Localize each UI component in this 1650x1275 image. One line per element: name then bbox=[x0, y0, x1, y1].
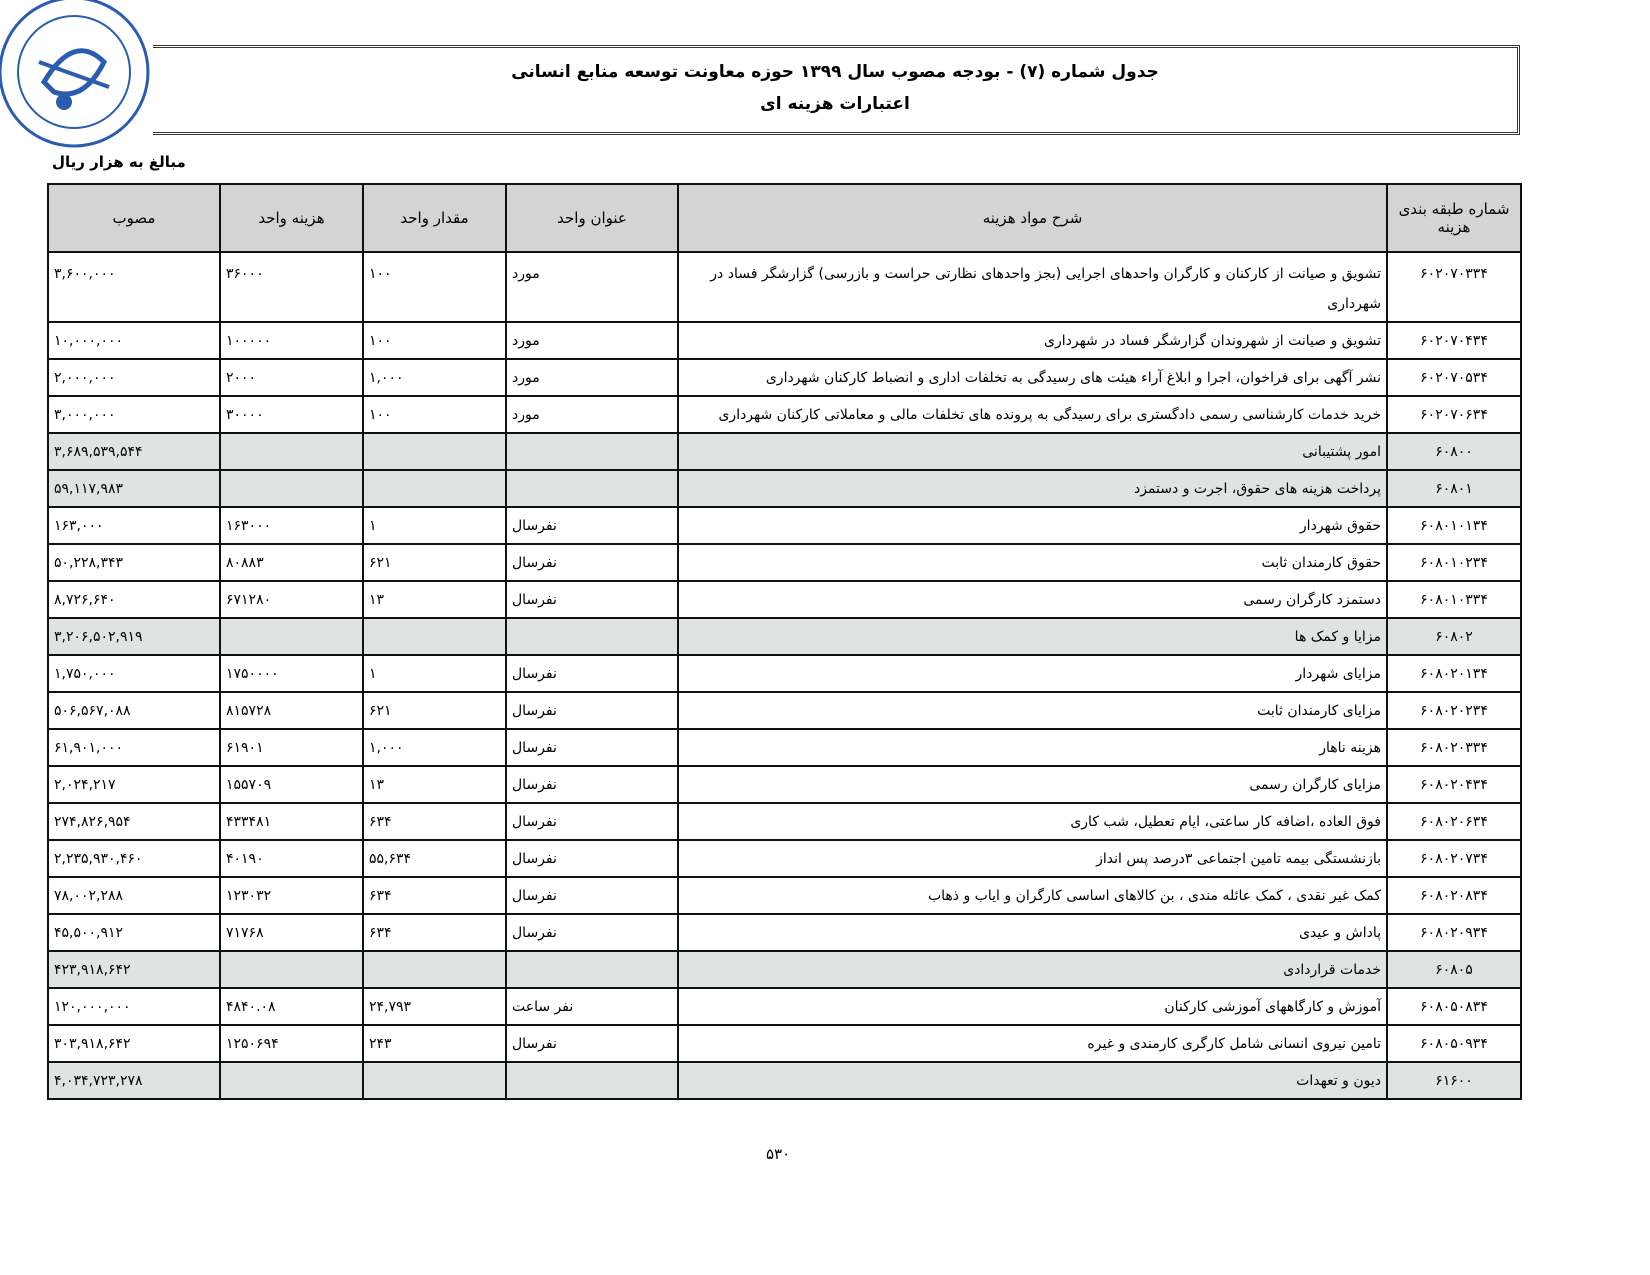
cell-desc: خرید خدمات کارشناسی رسمی دادگستری برای رسیدگی به پرونده های تخلفات مالی و معاملاتی کارکنان شهرداری bbox=[678, 396, 1387, 433]
cell-cost: ۸۱۵۷۲۸ bbox=[220, 692, 363, 729]
cell-unit: نفرسال bbox=[506, 803, 678, 840]
cell-cost: ۴۸۴۰.۰۸ bbox=[220, 988, 363, 1025]
cell-approved: ۳۰۳,۹۱۸,۶۴۲ bbox=[48, 1025, 220, 1062]
cell-approved: ۱۶۳,۰۰۰ bbox=[48, 507, 220, 544]
cell-desc: امور پشتیبانی bbox=[678, 433, 1387, 470]
cell-qty bbox=[363, 951, 506, 988]
cell-desc: مزایای کارگران رسمی bbox=[678, 766, 1387, 803]
cell-qty: ۶۳۴ bbox=[363, 803, 506, 840]
table-row bbox=[48, 359, 1521, 396]
header-cost: هزینه واحد bbox=[220, 184, 363, 252]
cell-code: ۶۰۸۰۵۰۸۳۴ bbox=[1387, 988, 1521, 1025]
cell-qty: ۱,۰۰۰ bbox=[363, 359, 506, 396]
table-header bbox=[48, 184, 1521, 252]
cell-cost: ۱۶۳۰۰۰ bbox=[220, 507, 363, 544]
cell-unit bbox=[506, 618, 678, 655]
cell-approved: ۲,۲۳۵,۹۳۰,۴۶۰ bbox=[48, 840, 220, 877]
cell-cost: ۳۰۰۰۰ bbox=[220, 396, 363, 433]
cell-code: ۶۰۸۰۱ bbox=[1387, 470, 1521, 507]
cell-desc: حقوق شهردار bbox=[678, 507, 1387, 544]
cell-approved: ۴۵,۵۰۰,۹۱۲ bbox=[48, 914, 220, 951]
cell-desc: تشویق و صیانت از کارکنان و کارگران واحدهای اجرایی (بجز واحدهای نظارتی حراست و بازرسی) گزارشگر فساد در شهرداری bbox=[678, 252, 1387, 322]
cell-code: ۶۰۸۰۲۰۳۳۴ bbox=[1387, 729, 1521, 766]
cell-cost: ۶۱۹۰۱ bbox=[220, 729, 363, 766]
table-group-row bbox=[48, 618, 1521, 655]
cell-code: ۶۰۸۰۲۰۲۳۴ bbox=[1387, 692, 1521, 729]
cell-approved: ۵۹,۱۱۷,۹۸۳ bbox=[48, 470, 220, 507]
cell-qty: ۱,۰۰۰ bbox=[363, 729, 506, 766]
cell-qty: ۶۳۴ bbox=[363, 914, 506, 951]
header-qty: مقدار واحد bbox=[363, 184, 506, 252]
cell-code: ۶۰۸۰۲۰۷۳۴ bbox=[1387, 840, 1521, 877]
cell-qty bbox=[363, 1062, 506, 1099]
cell-qty: ۱۳ bbox=[363, 581, 506, 618]
table-row bbox=[48, 507, 1521, 544]
cell-approved: ۳,۶۸۹,۵۳۹,۵۴۴ bbox=[48, 433, 220, 470]
cell-code: ۶۰۸۰۲۰۸۳۴ bbox=[1387, 877, 1521, 914]
table-row bbox=[48, 1025, 1521, 1062]
table-row bbox=[48, 581, 1521, 618]
cell-qty: ۱۰۰ bbox=[363, 252, 506, 322]
cell-approved: ۸,۷۲۶,۶۴۰ bbox=[48, 581, 220, 618]
cell-desc: نشر آگهی برای فراخوان، اجرا و ابلاغ آراء هیئت های رسیدگی به تخلفات اداری و انضباط کارکنان شهرداری bbox=[678, 359, 1387, 396]
cell-cost: ۸۰۸۸۳ bbox=[220, 544, 363, 581]
header-unit: عنوان واحد bbox=[506, 184, 678, 252]
cell-unit bbox=[506, 951, 678, 988]
cell-unit: نفرسال bbox=[506, 507, 678, 544]
cell-cost: ۷۱۷۶۸ bbox=[220, 914, 363, 951]
cell-qty: ۶۲۱ bbox=[363, 692, 506, 729]
cell-cost: ۱۲۳۰۳۲ bbox=[220, 877, 363, 914]
cell-desc: پاداش و عیدی bbox=[678, 914, 1387, 951]
cell-approved: ۵۰۶,۵۶۷,۰۸۸ bbox=[48, 692, 220, 729]
cell-code: ۶۰۸۰۰ bbox=[1387, 433, 1521, 470]
cell-qty: ۶۲۱ bbox=[363, 544, 506, 581]
council-seal-stamp bbox=[0, 0, 154, 152]
page-number: ۵۳۰ bbox=[766, 1145, 791, 1163]
table-row bbox=[48, 322, 1521, 359]
cell-code: ۶۰۲۰۷۰۳۳۴ bbox=[1387, 252, 1521, 322]
cell-cost: ۱۲۵۰۶۹۴ bbox=[220, 1025, 363, 1062]
cell-cost: ۴۰۱۹۰ bbox=[220, 840, 363, 877]
cell-unit: مورد bbox=[506, 322, 678, 359]
cell-desc: هزینه ناهار bbox=[678, 729, 1387, 766]
cell-approved: ۱۲۰,۰۰۰,۰۰۰ bbox=[48, 988, 220, 1025]
cell-cost: ۲۰۰۰ bbox=[220, 359, 363, 396]
cell-approved: ۴,۰۳۴,۷۲۳,۲۷۸ bbox=[48, 1062, 220, 1099]
cell-cost: ۱۵۵۷۰۹ bbox=[220, 766, 363, 803]
cell-desc: مزایای کارمندان ثابت bbox=[678, 692, 1387, 729]
cell-desc: بازنشستگی بیمه تامین اجتماعی ۳درصد پس انداز bbox=[678, 840, 1387, 877]
cell-unit bbox=[506, 1062, 678, 1099]
header-code: شماره طبقه بندی هزینه bbox=[1387, 184, 1521, 252]
cell-cost: ۱۰۰۰۰۰ bbox=[220, 322, 363, 359]
cell-code: ۶۰۸۰۱۰۳۳۴ bbox=[1387, 581, 1521, 618]
cell-qty: ۱۰۰ bbox=[363, 322, 506, 359]
table-group-row bbox=[48, 951, 1521, 988]
cell-cost bbox=[220, 618, 363, 655]
document-title: جدول شماره (۷) - بودجه مصوب سال ۱۳۹۹ حوزه معاونت توسعه منابع انسانی bbox=[511, 62, 1159, 82]
cell-approved: ۲۷۴,۸۲۶,۹۵۴ bbox=[48, 803, 220, 840]
cell-unit: نفرسال bbox=[506, 766, 678, 803]
cell-cost bbox=[220, 470, 363, 507]
cell-approved: ۳,۰۰۰,۰۰۰ bbox=[48, 396, 220, 433]
cell-qty: ۱ bbox=[363, 507, 506, 544]
table-row bbox=[48, 840, 1521, 877]
cell-qty: ۲۴۳ bbox=[363, 1025, 506, 1062]
cell-unit: مورد bbox=[506, 359, 678, 396]
cell-qty bbox=[363, 618, 506, 655]
cell-code: ۶۰۲۰۷۰۵۳۴ bbox=[1387, 359, 1521, 396]
cell-qty bbox=[363, 470, 506, 507]
cell-approved: ۶۱,۹۰۱,۰۰۰ bbox=[48, 729, 220, 766]
table-row bbox=[48, 252, 1521, 322]
cell-approved: ۷۸,۰۰۲,۲۸۸ bbox=[48, 877, 220, 914]
cell-desc: خدمات قراردادی bbox=[678, 951, 1387, 988]
cell-unit bbox=[506, 470, 678, 507]
cell-qty bbox=[363, 433, 506, 470]
cell-approved: ۱,۷۵۰,۰۰۰ bbox=[48, 655, 220, 692]
cell-approved: ۴۲۳,۹۱۸,۶۴۲ bbox=[48, 951, 220, 988]
header-desc: شرح مواد هزینه bbox=[678, 184, 1387, 252]
table-row bbox=[48, 655, 1521, 692]
cell-desc: حقوق کارمندان ثابت bbox=[678, 544, 1387, 581]
cell-unit: نفرسال bbox=[506, 692, 678, 729]
table-row bbox=[48, 544, 1521, 581]
cell-desc: تشویق و صیانت از شهروندان گزارشگر فساد در شهرداری bbox=[678, 322, 1387, 359]
cell-cost bbox=[220, 951, 363, 988]
cell-unit: نفرسال bbox=[506, 729, 678, 766]
table-row bbox=[48, 914, 1521, 951]
cell-code: ۶۰۸۰۲۰۴۳۴ bbox=[1387, 766, 1521, 803]
cell-unit: نفرسال bbox=[506, 1025, 678, 1062]
currency-unit-note: مبالغ به هزار ریال bbox=[52, 153, 186, 171]
cell-unit bbox=[506, 433, 678, 470]
cell-unit: نفرسال bbox=[506, 581, 678, 618]
cell-qty: ۲۴,۷۹۳ bbox=[363, 988, 506, 1025]
cell-unit: نفرسال bbox=[506, 914, 678, 951]
cell-approved: ۳,۶۰۰,۰۰۰ bbox=[48, 252, 220, 322]
cell-cost bbox=[220, 433, 363, 470]
cell-desc: کمک غیر نقدی ، کمک عائله مندی ، بن کالاهای اساسی کارگران و ایاب و ذهاب bbox=[678, 877, 1387, 914]
cell-unit: نفرسال bbox=[506, 655, 678, 692]
cell-desc: پرداخت هزینه های حقوق، اجرت و دستمزد bbox=[678, 470, 1387, 507]
cell-desc: فوق العاده ،اضافه کار ساعتی، ایام تعطیل، شب کاری bbox=[678, 803, 1387, 840]
table-group-row bbox=[48, 1062, 1521, 1099]
table-row bbox=[48, 877, 1521, 914]
cell-approved: ۲,۰۰۰,۰۰۰ bbox=[48, 359, 220, 396]
cell-approved: ۱۰,۰۰۰,۰۰۰ bbox=[48, 322, 220, 359]
cell-unit: مورد bbox=[506, 396, 678, 433]
cell-unit: نفرسال bbox=[506, 840, 678, 877]
cell-cost bbox=[220, 1062, 363, 1099]
cell-cost: ۶۷۱۲۸۰ bbox=[220, 581, 363, 618]
cell-qty: ۱۰۰ bbox=[363, 396, 506, 433]
cell-cost: ۱۷۵۰۰۰۰ bbox=[220, 655, 363, 692]
cell-code: ۶۰۸۰۵ bbox=[1387, 951, 1521, 988]
cell-qty: ۱ bbox=[363, 655, 506, 692]
table-row bbox=[48, 692, 1521, 729]
cell-code: ۶۱۶۰۰ bbox=[1387, 1062, 1521, 1099]
cell-cost: ۴۳۳۴۸۱ bbox=[220, 803, 363, 840]
cell-approved: ۵۰,۲۲۸,۳۴۳ bbox=[48, 544, 220, 581]
cell-desc: دیون و تعهدات bbox=[678, 1062, 1387, 1099]
cell-unit: نفر ساعت bbox=[506, 988, 678, 1025]
cell-code: ۶۰۲۰۷۰۴۳۴ bbox=[1387, 322, 1521, 359]
cell-code: ۶۰۸۰۱۰۲۳۴ bbox=[1387, 544, 1521, 581]
cell-unit: نفرسال bbox=[506, 877, 678, 914]
table-group-row bbox=[48, 470, 1521, 507]
cell-unit: نفرسال bbox=[506, 544, 678, 581]
cell-code: ۶۰۸۰۱۰۱۳۴ bbox=[1387, 507, 1521, 544]
cell-approved: ۲,۰۲۴,۲۱۷ bbox=[48, 766, 220, 803]
table-row bbox=[48, 803, 1521, 840]
table-row bbox=[48, 729, 1521, 766]
cell-cost: ۳۶۰۰۰ bbox=[220, 252, 363, 322]
cell-desc: دستمزد کارگران رسمی bbox=[678, 581, 1387, 618]
cell-qty: ۱۳ bbox=[363, 766, 506, 803]
cell-qty: ۵۵,۶۳۴ bbox=[363, 840, 506, 877]
cell-code: ۶۰۸۰۵۰۹۳۴ bbox=[1387, 1025, 1521, 1062]
cell-desc: تامین نیروی انسانی شامل کارگری کارمندی و غیره bbox=[678, 1025, 1387, 1062]
budget-table bbox=[47, 183, 1522, 1100]
cell-code: ۶۰۸۰۲۰۹۳۴ bbox=[1387, 914, 1521, 951]
cell-desc: آموزش و کارگاههای آموزشی کارکنان bbox=[678, 988, 1387, 1025]
table-row bbox=[48, 988, 1521, 1025]
table-group-row bbox=[48, 433, 1521, 470]
cell-code: ۶۰۲۰۷۰۶۳۴ bbox=[1387, 396, 1521, 433]
cell-code: ۶۰۸۰۲ bbox=[1387, 618, 1521, 655]
cell-desc: مزایای شهردار bbox=[678, 655, 1387, 692]
cell-approved: ۳,۲۰۶,۵۰۲,۹۱۹ bbox=[48, 618, 220, 655]
cell-desc: مزایا و کمک ها bbox=[678, 618, 1387, 655]
title-box bbox=[153, 45, 1520, 135]
header-approved: مصوب bbox=[48, 184, 220, 252]
table-row bbox=[48, 396, 1521, 433]
cell-code: ۶۰۸۰۲۰۶۳۴ bbox=[1387, 803, 1521, 840]
cell-qty: ۶۳۴ bbox=[363, 877, 506, 914]
table-row bbox=[48, 766, 1521, 803]
cell-code: ۶۰۸۰۲۰۱۳۴ bbox=[1387, 655, 1521, 692]
document-subtitle: اعتبارات هزینه ای bbox=[760, 94, 910, 114]
cell-unit: مورد bbox=[506, 252, 678, 322]
